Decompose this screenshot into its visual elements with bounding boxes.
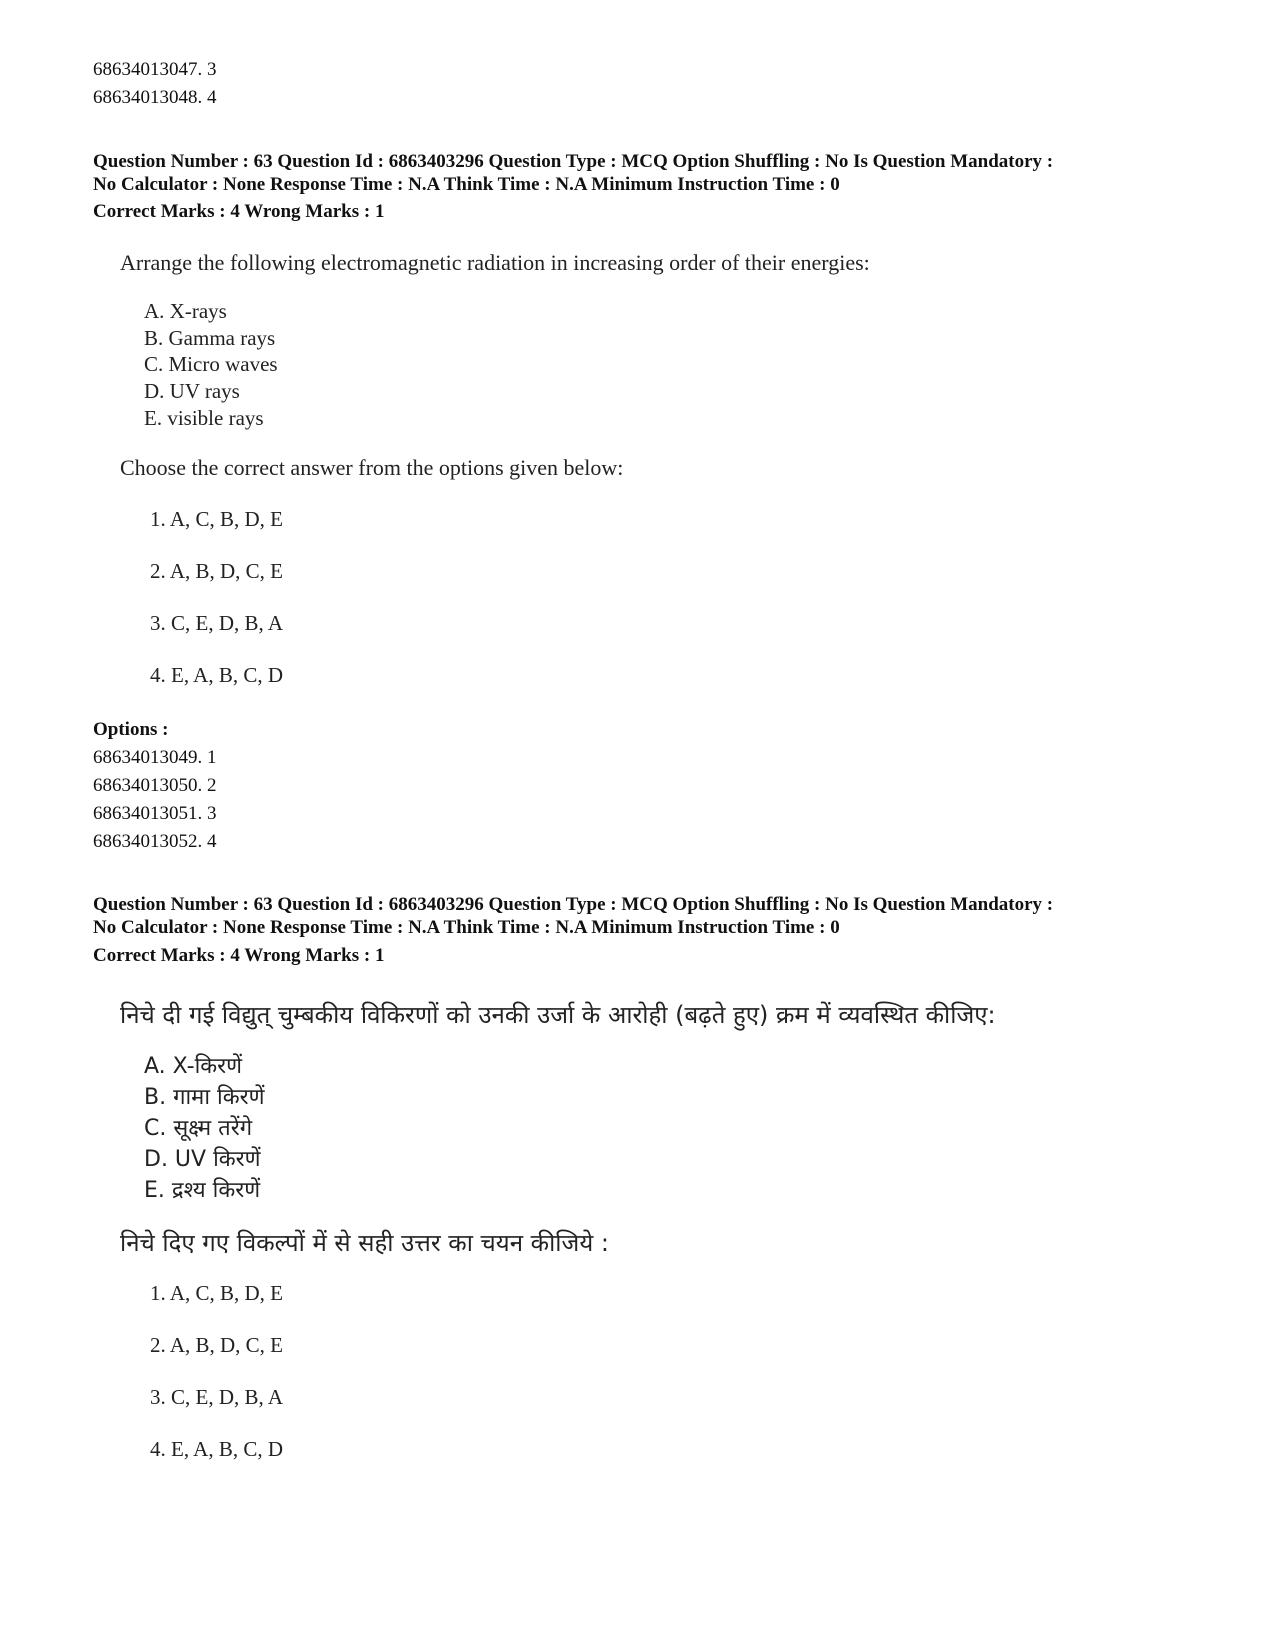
option-id-2: 68634013050. 2 [93,775,217,796]
answer-choice-4: 4. E, A, B, C, D [150,1437,284,1461]
answer-choice-1: 1. A, C, B, D, E [150,507,284,531]
answer-choice-2: 2. A, B, D, C, E [150,559,284,583]
question-instruction: Choose the correct answer from the options given below: [120,455,624,480]
question-item-c: C. सूक्ष्म तरेंगे [144,1116,253,1141]
answer-choice-3: 3. C, E, D, B, A [150,611,284,635]
answer-choice-3: 3. C, E, D, B, A [150,1385,284,1409]
question-item-a: A. X-किरणें [144,1054,243,1079]
question-marks-line: Correct Marks : 4 Wrong Marks : 1 [93,201,385,222]
answer-choice-1: 1. A, C, B, D, E [150,1281,284,1305]
question-header-line-2: No Calculator : None Response Time : N.A Think Time : N.A Minimum Instruction Time : 0 [93,174,840,195]
prev-option-4: 68634013048. 4 [93,87,217,108]
option-id-1: 68634013049. 1 [93,747,217,768]
question-item-d: D. UV rays [144,379,240,403]
question-item-c: C. Micro waves [144,352,278,376]
question-item-b: B. Gamma rays [144,326,276,350]
question-item-d: D. UV किरणें [144,1147,261,1172]
answer-choice-2: 2. A, B, D, C, E [150,1333,284,1357]
question-instruction: निचे दिए गए विकल्पों में से सही उत्तर का चयन कीजिये : [120,1229,609,1257]
question-item-a: A. X-rays [144,299,227,323]
option-id-3: 68634013051. 3 [93,803,217,824]
prev-option-3: 68634013047. 3 [93,59,217,80]
question-header-line-1: Question Number : 63 Question Id : 6863403296 Question Type : MCQ Option Shuffling : No Is Question Mandatory : [93,151,1054,172]
question-stem: Arrange the following electromagnetic radiation in increasing order of their energies: [120,250,870,275]
question-item-b: B. गामा किरणें [144,1085,265,1110]
question-item-e: E. द्रश्य किरणें [144,1178,261,1203]
question-item-e: E. visible rays [144,406,264,430]
question-marks-line: Correct Marks : 4 Wrong Marks : 1 [93,945,385,966]
question-header-line-1: Question Number : 63 Question Id : 6863403296 Question Type : MCQ Option Shuffling : No Is Question Mandatory : [93,894,1054,915]
question-stem: निचे दी गई विद्युत् चुम्बकीय विकिरणों को उनकी उर्जा के आरोही (बढ़ते हुए) क्रम में व्यवस्थित कीजिए: [120,1001,996,1029]
answer-choice-4: 4. E, A, B, C, D [150,663,284,687]
option-id-4: 68634013052. 4 [93,831,217,852]
question-header-line-2: No Calculator : None Response Time : N.A Think Time : N.A Minimum Instruction Time : 0 [93,917,840,938]
options-label: Options : [93,719,169,740]
